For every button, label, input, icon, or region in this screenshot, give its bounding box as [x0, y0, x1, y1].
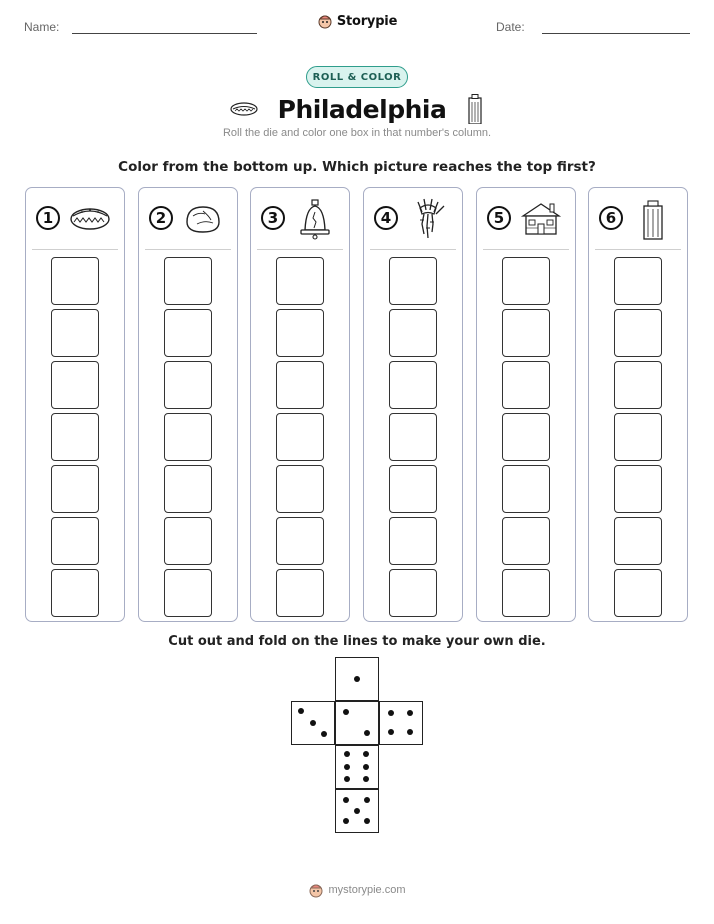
color-box[interactable] [276, 465, 324, 513]
column-divider [257, 249, 343, 250]
soft-pretzel-icon [181, 198, 225, 240]
color-box[interactable] [614, 257, 662, 305]
color-box[interactable] [502, 413, 550, 461]
column-number: 3 [261, 206, 285, 230]
die-pip [388, 729, 394, 735]
die-face-6 [335, 745, 379, 789]
color-box[interactable] [502, 361, 550, 409]
color-box[interactable] [276, 309, 324, 357]
column-header [139, 198, 237, 240]
die-pip [343, 709, 349, 715]
storypie-mascot-icon [308, 882, 324, 898]
color-box[interactable] [389, 309, 437, 357]
date-label: Date: [496, 20, 525, 34]
color-box[interactable] [51, 413, 99, 461]
name-line[interactable] [72, 33, 257, 34]
column-1 [25, 187, 125, 622]
color-box[interactable] [614, 569, 662, 617]
color-box[interactable] [614, 309, 662, 357]
subtitle: Roll the die and color one box in that number's column. [222, 127, 492, 139]
color-box[interactable] [276, 413, 324, 461]
historic-house-icon [519, 198, 563, 240]
column-6 [588, 187, 688, 622]
column-divider [145, 249, 231, 250]
skyscraper-icon [466, 94, 484, 124]
color-box[interactable] [276, 569, 324, 617]
column-2 [138, 187, 238, 622]
column-header [364, 198, 462, 240]
color-box[interactable] [614, 413, 662, 461]
column-divider [32, 249, 118, 250]
color-box[interactable] [51, 257, 99, 305]
column-header [26, 198, 124, 240]
column-divider [370, 249, 456, 250]
color-box[interactable] [164, 569, 212, 617]
color-box[interactable] [389, 413, 437, 461]
die-pip [310, 720, 316, 726]
die-pip [344, 764, 350, 770]
color-box[interactable] [164, 361, 212, 409]
color-box[interactable] [389, 257, 437, 305]
color-box[interactable] [502, 517, 550, 565]
color-box[interactable] [502, 309, 550, 357]
title-row [0, 90, 714, 128]
page-title: Philadelphia [277, 94, 447, 124]
column-4 [363, 187, 463, 622]
column-divider [483, 249, 569, 250]
brand-logo [0, 13, 714, 29]
date-line[interactable] [542, 33, 690, 34]
color-box[interactable] [276, 517, 324, 565]
hoagie-sandwich-icon [230, 101, 258, 117]
color-box[interactable] [276, 361, 324, 409]
column-number: 1 [36, 206, 60, 230]
die-face-4 [379, 701, 423, 745]
die-pip [363, 764, 369, 770]
color-box[interactable] [614, 517, 662, 565]
column-3 [250, 187, 350, 622]
column-header [477, 198, 575, 240]
column-header [589, 198, 687, 240]
die-pip [364, 730, 370, 736]
die-pip [321, 731, 327, 737]
column-number: 5 [487, 206, 511, 230]
column-5 [476, 187, 576, 622]
die-face-1 [335, 657, 379, 701]
die-pip [407, 710, 413, 716]
die-face-5 [335, 789, 379, 833]
roll-and-color-badge: ROLL & COLOR [306, 66, 408, 88]
color-box[interactable] [276, 257, 324, 305]
die-face-2 [335, 701, 379, 745]
color-box[interactable] [51, 361, 99, 409]
cut-instruction: Cut out and fold on the lines to make your own die. [168, 634, 546, 649]
footer-url: mystorypie.com [328, 884, 406, 896]
name-label: Name: [24, 20, 60, 34]
column-number: 2 [149, 206, 173, 230]
instruction: Color from the bottom up. Which picture reaches the top first? [118, 159, 596, 175]
color-box[interactable] [502, 465, 550, 513]
die-pip [354, 676, 360, 682]
color-box[interactable] [51, 517, 99, 565]
die-pip [344, 751, 350, 757]
footer [0, 882, 714, 898]
color-box[interactable] [164, 465, 212, 513]
die-pip [407, 729, 413, 735]
die-pip [388, 710, 394, 716]
color-box[interactable] [614, 465, 662, 513]
skyscraper-icon [631, 198, 675, 240]
color-box[interactable] [614, 361, 662, 409]
color-box[interactable] [51, 309, 99, 357]
die-pip [363, 751, 369, 757]
die-pip [364, 818, 370, 824]
column-header [251, 198, 349, 240]
headdress-icon [406, 198, 450, 240]
color-box[interactable] [164, 309, 212, 357]
color-box[interactable] [389, 361, 437, 409]
die-pip [364, 797, 370, 803]
die-pip [298, 708, 304, 714]
brand-name: Storypie [336, 13, 398, 29]
color-box[interactable] [502, 569, 550, 617]
color-box[interactable] [389, 569, 437, 617]
die-pip [354, 808, 360, 814]
hoagie-sandwich-icon [68, 198, 112, 240]
die-face-3 [291, 701, 335, 745]
color-box[interactable] [51, 465, 99, 513]
color-box[interactable] [164, 257, 212, 305]
color-box[interactable] [389, 465, 437, 513]
die-pip [343, 818, 349, 824]
liberty-bell-icon [293, 198, 337, 240]
column-divider [595, 249, 681, 250]
column-number: 6 [599, 206, 623, 230]
color-box[interactable] [502, 257, 550, 305]
color-box[interactable] [164, 517, 212, 565]
die-pip [343, 797, 349, 803]
die-pip [344, 776, 350, 782]
die-pip [363, 776, 369, 782]
color-box[interactable] [51, 569, 99, 617]
storypie-mascot-icon [317, 13, 333, 29]
column-number: 4 [374, 206, 398, 230]
color-box[interactable] [389, 517, 437, 565]
color-box[interactable] [164, 413, 212, 461]
